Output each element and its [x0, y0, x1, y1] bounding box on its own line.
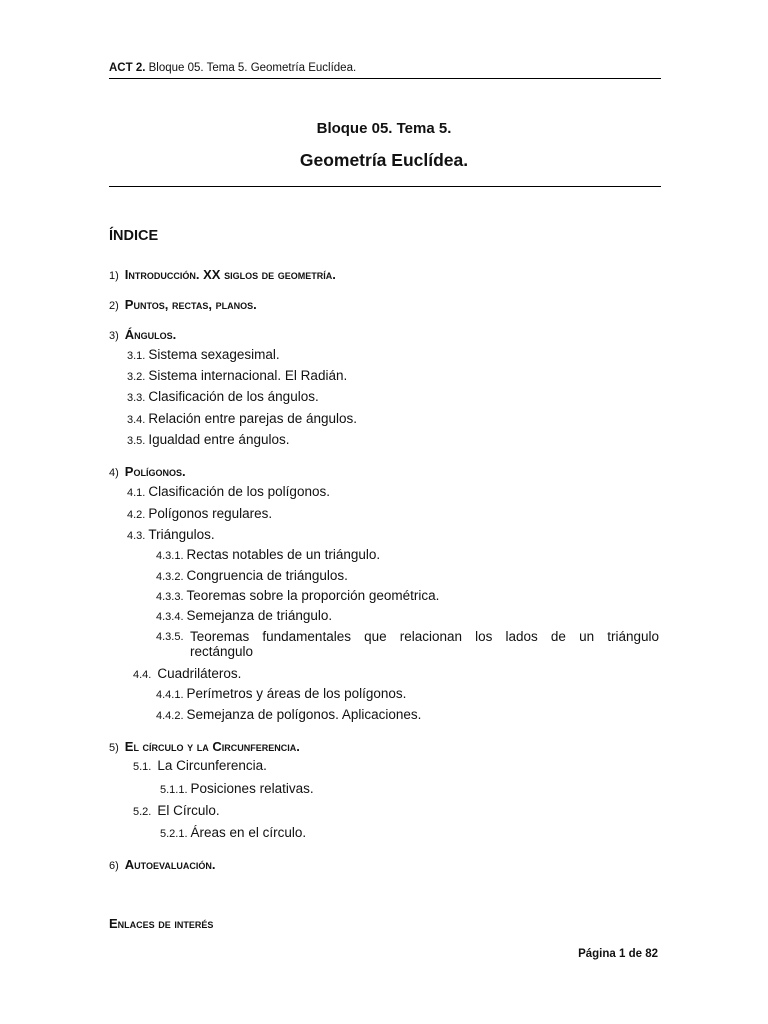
header-prefix: ACT 2. [109, 62, 146, 74]
toc-item-5-2[interactable] [133, 803, 220, 818]
toc-num: 5.1. [133, 761, 152, 773]
toc-num: 3.4. [127, 414, 146, 426]
toc-label: El Círculo. [157, 803, 220, 818]
toc-item-4-1[interactable] [127, 484, 330, 499]
page-number: Página 1 de 82 [578, 948, 658, 960]
toc-num: 4.3.1. [156, 550, 184, 562]
toc-item-5-2-1[interactable] [160, 825, 306, 840]
toc-item-4-3-3[interactable] [156, 588, 439, 603]
toc-label: Clasificación de los ángulos. [148, 389, 319, 404]
toc-num: 4.3.4. [156, 611, 184, 623]
toc-item-2[interactable] [109, 296, 257, 314]
toc-num: 4.4.1. [156, 689, 184, 701]
toc-item-4-3-1[interactable] [156, 547, 380, 562]
toc-item-4-4-2[interactable] [156, 707, 421, 722]
toc-item-3-4[interactable] [127, 411, 357, 426]
toc-label-continuation: rectángulo [190, 644, 254, 659]
toc-num: 4.3.2. [156, 571, 184, 583]
toc-label: Polígonos regulares. [148, 506, 273, 521]
running-header [109, 62, 356, 74]
toc-label: Rectas notables de un triángulo. [186, 547, 381, 562]
toc-num: 1) [109, 270, 119, 282]
toc-num: 4.3.5. [156, 631, 184, 643]
toc-item-4-3-5[interactable] [156, 629, 659, 659]
toc-item-4-3-2[interactable] [156, 568, 348, 583]
toc-num: 4.4. [133, 669, 152, 681]
toc-num: 3.3. [127, 392, 146, 404]
doc-title-line1: Bloque 05. Tema 5. [316, 120, 452, 137]
links-heading[interactable]: Enlaces de interés [109, 916, 214, 931]
toc-label: Clasificación de los polígonos. [148, 484, 330, 499]
toc-item-6[interactable] [109, 856, 215, 874]
toc-num: 4.3.3. [156, 591, 184, 603]
header-rule [109, 78, 661, 79]
toc-label: Áreas en el círculo. [190, 825, 307, 840]
title-rule [109, 186, 661, 187]
toc-num: 4.2. [127, 509, 146, 521]
toc-num: 3.5. [127, 435, 146, 447]
toc-label: Cuadriláteros. [157, 666, 242, 681]
toc-num: 3.2. [127, 371, 146, 383]
toc-label: Relación entre parejas de ángulos. [148, 411, 357, 426]
toc-label: Congruencia de triángulos. [186, 568, 348, 583]
toc-label: Posiciones relativas. [190, 781, 314, 796]
toc-label: Introducción. XX siglos de geometría. [124, 267, 336, 282]
toc-num: 5.1.1. [160, 784, 188, 796]
toc-label: Semejanza de polígonos. Aplicaciones. [186, 707, 422, 722]
toc-label: Ángulos. [124, 327, 177, 342]
toc-label: Polígonos. [124, 464, 186, 479]
toc-num: 4.4.2. [156, 710, 184, 722]
toc-item-5-1[interactable] [133, 758, 267, 773]
toc-label: Teoremas fundamentales que relacionan los lados de un triángulo [190, 629, 659, 644]
header-text: Bloque 05. Tema 5. Geometría Euclídea. [145, 62, 357, 74]
toc-label: Triángulos. [148, 527, 215, 542]
toc-num: 5.2. [133, 806, 152, 818]
toc-item-4-2[interactable] [127, 506, 272, 521]
toc-item-4[interactable] [109, 463, 186, 481]
toc-item-4-4[interactable] [133, 666, 241, 681]
toc-num: 3.1. [127, 350, 146, 362]
toc-item-4-4-1[interactable] [156, 686, 406, 701]
toc-item-5[interactable] [109, 738, 300, 756]
index-heading: ÍNDICE [109, 228, 159, 244]
toc-label: Teoremas sobre la proporción geométrica. [186, 588, 440, 603]
toc-num: 4) [109, 467, 119, 479]
toc-num: 5.2.1. [160, 828, 188, 840]
toc-num: 5) [109, 742, 119, 754]
toc-num: 6) [109, 860, 119, 872]
toc-label: El círculo y la Circunferencia. [124, 739, 300, 754]
toc-num: 2) [109, 300, 119, 312]
toc-item-4-3-4[interactable] [156, 608, 332, 623]
toc-num: 4.3. [127, 530, 146, 542]
toc-item-3-3[interactable] [127, 389, 319, 404]
toc-label: Puntos, rectas, planos. [124, 297, 257, 312]
toc-item-5-1-1[interactable] [160, 781, 314, 796]
toc-label: Sistema internacional. El Radián. [148, 368, 348, 383]
toc-label: Sistema sexagesimal. [148, 347, 280, 362]
toc-item-3[interactable] [109, 326, 176, 344]
toc-label: Semejanza de triángulo. [186, 608, 333, 623]
toc-item-3-5[interactable] [127, 432, 289, 447]
toc-item-3-2[interactable] [127, 368, 347, 383]
doc-title-line2: Geometría Euclídea. [299, 150, 469, 170]
toc-item-4-3[interactable] [127, 527, 215, 542]
toc-label: Perímetros y áreas de los polígonos. [186, 686, 407, 701]
toc-label: La Circunferencia. [157, 758, 267, 773]
toc-item-3-1[interactable] [127, 347, 280, 362]
toc-num: 3) [109, 330, 119, 342]
toc-label: Igualdad entre ángulos. [148, 432, 290, 447]
toc-item-1[interactable] [109, 266, 336, 284]
toc-num: 4.1. [127, 487, 146, 499]
toc-label: Autoevaluación. [124, 857, 216, 872]
